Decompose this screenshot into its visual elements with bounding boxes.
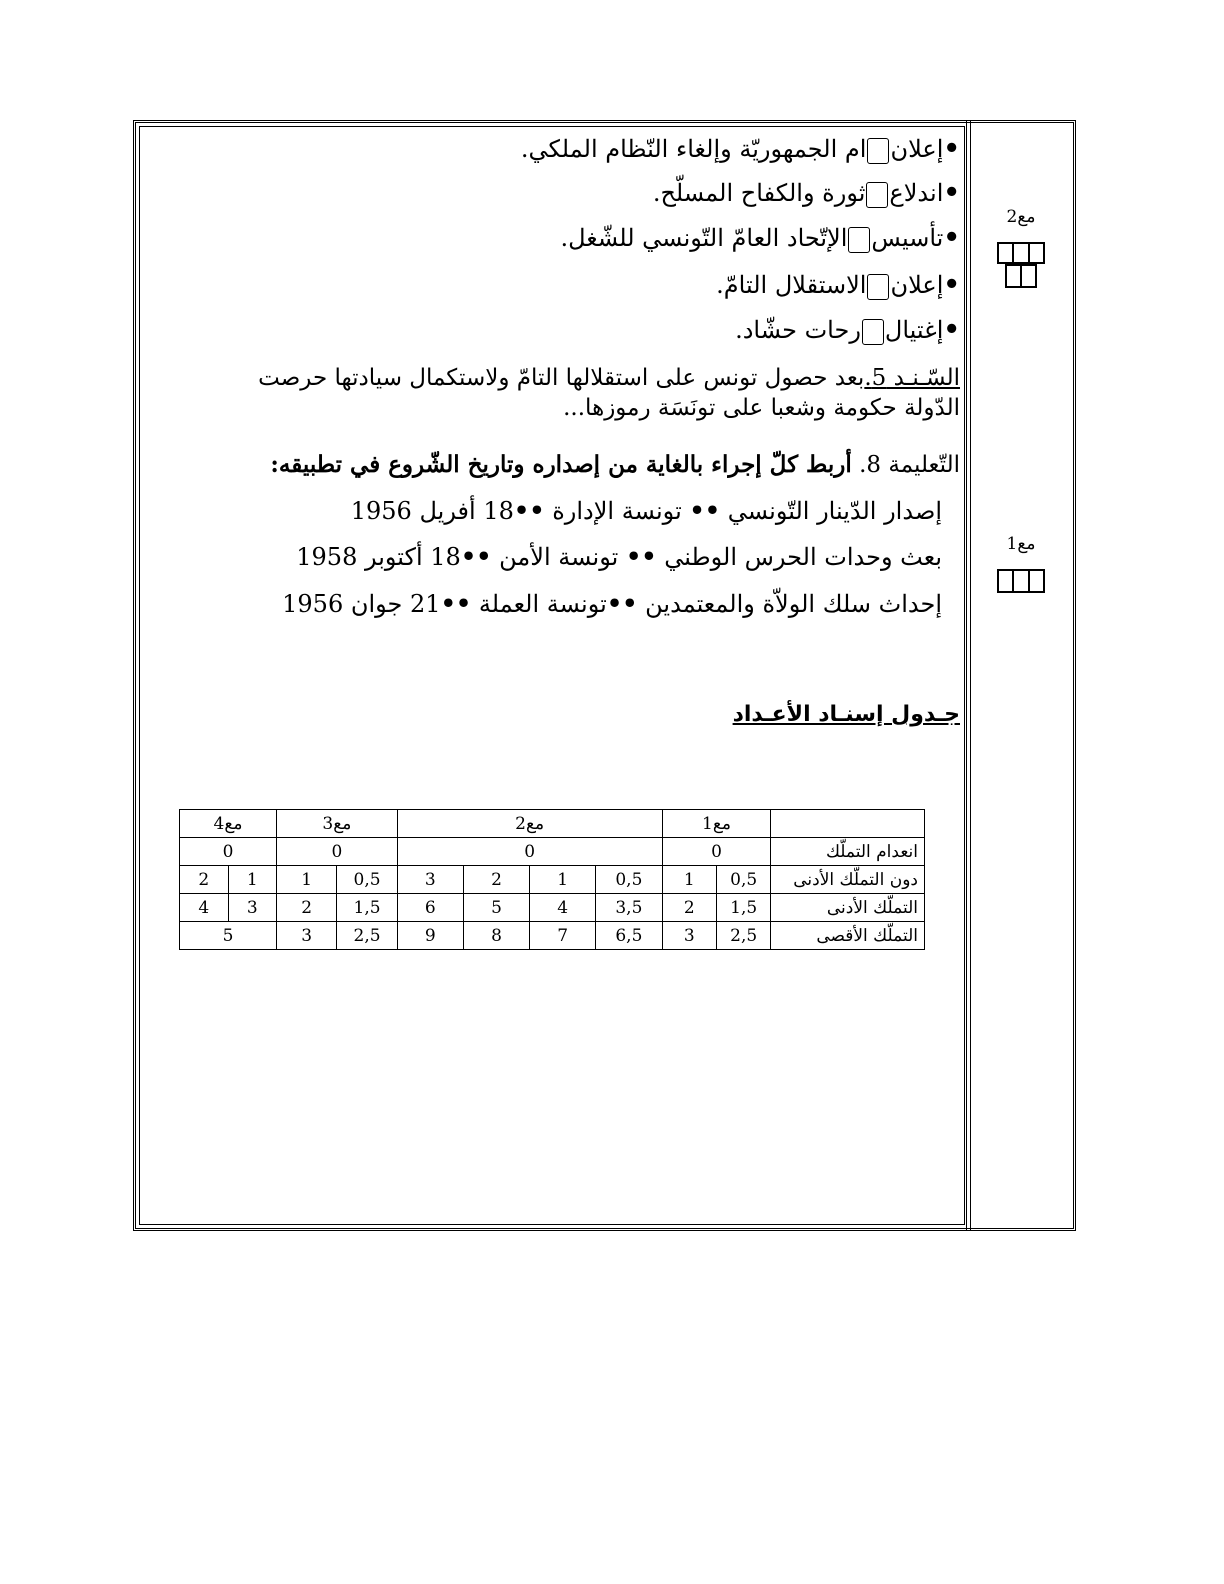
score-box[interactable]	[998, 243, 1013, 263]
table-cell: 2,5	[337, 922, 397, 950]
bullet-dot: •	[943, 223, 960, 253]
bullet-text-end: ثورة والكفاح المسلّح.	[652, 179, 866, 207]
instruction-label: التّعليمة 8.	[859, 452, 960, 478]
matching-row	[282, 589, 942, 619]
bullet-text-start: تأسيس	[871, 224, 944, 252]
instruction	[270, 450, 960, 480]
table-header-row	[180, 810, 925, 838]
table-cell: 1	[530, 866, 596, 894]
matching-measure: بعث وحدات الحرس الوطني	[664, 543, 942, 571]
grading-table-title: جـدول إسنـاد الأعـداد	[732, 702, 960, 727]
criterion-1-label: مع1	[1006, 534, 1036, 554]
table-cell: 0	[662, 838, 771, 866]
matching-dots[interactable]: ••	[460, 542, 492, 571]
bullet-text-end: الاستقلال التامّ.	[716, 271, 867, 299]
table-row-label: التملّك الأدنى	[771, 894, 925, 922]
bullet-text-end: رحات حشّاد.	[735, 316, 861, 344]
table-cell: 2	[277, 894, 337, 922]
table-row	[180, 922, 925, 950]
answer-box[interactable]	[867, 274, 889, 300]
table-cell: 1,5	[716, 894, 771, 922]
table-cell: 2	[662, 894, 716, 922]
table-row-label: دون التملّك الأدنى	[771, 866, 925, 894]
bullet-item	[653, 178, 960, 208]
bullet-text-end: الإتّحاد العامّ التّونسي للشّغل.	[560, 224, 848, 252]
table-cell: 5	[463, 894, 529, 922]
table-header-cell	[771, 810, 925, 838]
table-cell: 6	[397, 894, 463, 922]
table-cell: 1,5	[337, 894, 397, 922]
table-cell: 3	[228, 894, 276, 922]
table-cell: 3	[662, 922, 716, 950]
matching-goal: تونسة الأمن	[499, 543, 619, 571]
bullet-text-end: ام الجمهوريّة وإلغاء النّظام الملكي.	[520, 135, 867, 163]
table-cell: 4	[530, 894, 596, 922]
instruction-text: أربط كلّ إجراء بالغاية من إصداره وتاريخ الشّروع في تطبيقه:	[270, 451, 852, 478]
answer-box[interactable]	[862, 319, 884, 345]
matching-date: 18 أفريل 1956	[350, 497, 514, 525]
criterion-2-label: مع2	[1006, 207, 1036, 227]
table-row	[180, 838, 925, 866]
grading-table	[179, 809, 925, 950]
score-box[interactable]	[1013, 570, 1028, 592]
matching-row	[296, 542, 942, 572]
answer-box[interactable]	[866, 182, 888, 208]
bullet-text-start: إعلان	[890, 271, 944, 299]
table-cell: 5	[180, 922, 277, 950]
score-box[interactable]	[1029, 243, 1044, 263]
bullet-item	[561, 223, 961, 253]
table-cell: 1	[662, 866, 716, 894]
table-cell: 2,5	[716, 922, 771, 950]
table-cell: 3	[277, 922, 337, 950]
table-cell: 7	[530, 922, 596, 950]
bullet-item	[716, 270, 960, 300]
score-box[interactable]	[1013, 243, 1028, 263]
bullet-dot: •	[943, 315, 960, 345]
score-box[interactable]	[1029, 570, 1044, 592]
table-cell: 0	[397, 838, 662, 866]
matching-dots[interactable]: ••	[440, 589, 472, 618]
table-header-cell: مع4	[180, 810, 277, 838]
source-label: السّـنـد 5.	[864, 365, 960, 391]
table-cell: 6,5	[596, 922, 662, 950]
answer-box[interactable]	[848, 227, 870, 253]
bullet-text-start: إغتيال	[884, 316, 944, 344]
table-header-cell: مع2	[397, 810, 662, 838]
matching-row	[351, 496, 942, 526]
column-divider	[966, 120, 971, 1231]
table-cell: 2	[180, 866, 229, 894]
table-cell: 0,5	[337, 866, 397, 894]
table-cell: 4	[180, 894, 229, 922]
bullet-dot: •	[943, 270, 960, 300]
table-cell: 0,5	[716, 866, 771, 894]
bullet-text-start: إعلان	[890, 135, 944, 163]
criterion-2-score-boxes-row2[interactable]	[1005, 264, 1037, 288]
score-box[interactable]	[998, 570, 1013, 592]
table-cell: 3	[397, 866, 463, 894]
exercise-content	[150, 126, 960, 1216]
table-header-cell: مع3	[277, 810, 398, 838]
matching-date: 18 أكتوبر 1958	[296, 543, 461, 571]
criterion-1-score-boxes[interactable]	[997, 569, 1045, 593]
table-cell: 9	[397, 922, 463, 950]
table-cell: 1	[228, 866, 276, 894]
table-cell: 1	[277, 866, 337, 894]
score-box[interactable]	[1006, 265, 1021, 287]
matching-dots[interactable]: ••	[606, 589, 638, 618]
matching-goal: تونسة العملة	[478, 590, 607, 618]
matching-measure: إصدار الدّينار التّونسي	[727, 497, 942, 525]
matching-measure: إحداث سلك الولاّة والمعتمدين	[645, 590, 942, 618]
source-text: بعد حصول تونس على استقلالها التامّ ولاستكمال سيادتها حرصت الدّولة حكومة وشعبا على تونَسَة رموزها...	[258, 365, 960, 421]
source-document	[230, 363, 960, 423]
matching-goal: تونسة الإدارة	[552, 497, 682, 525]
table-cell: 0	[277, 838, 398, 866]
table-cell: 0,5	[596, 866, 662, 894]
table-row	[180, 894, 925, 922]
matching-dots[interactable]: ••	[689, 496, 721, 525]
criterion-2-score-boxes[interactable]	[997, 242, 1045, 264]
table-row	[180, 866, 925, 894]
bullet-dot: •	[943, 178, 960, 208]
table-cell: 2	[463, 866, 529, 894]
matching-dots[interactable]: ••	[513, 496, 545, 525]
table-row-label: انعدام التملّك	[771, 838, 925, 866]
bullet-item	[521, 134, 960, 164]
score-box[interactable]	[1021, 265, 1036, 287]
matching-date: 21 جوان 1956	[282, 590, 441, 618]
table-header-cell: مع1	[662, 810, 771, 838]
table-cell: 0	[180, 838, 277, 866]
bullet-text-start: اندلاع	[889, 179, 944, 207]
bullet-dot: •	[943, 134, 960, 164]
table-cell: 8	[463, 922, 529, 950]
bullet-item	[735, 315, 960, 345]
answer-box[interactable]	[867, 138, 889, 164]
table-cell: 3,5	[596, 894, 662, 922]
table-row-label: التملّك الأقصى	[771, 922, 925, 950]
matching-dots[interactable]: ••	[625, 542, 657, 571]
